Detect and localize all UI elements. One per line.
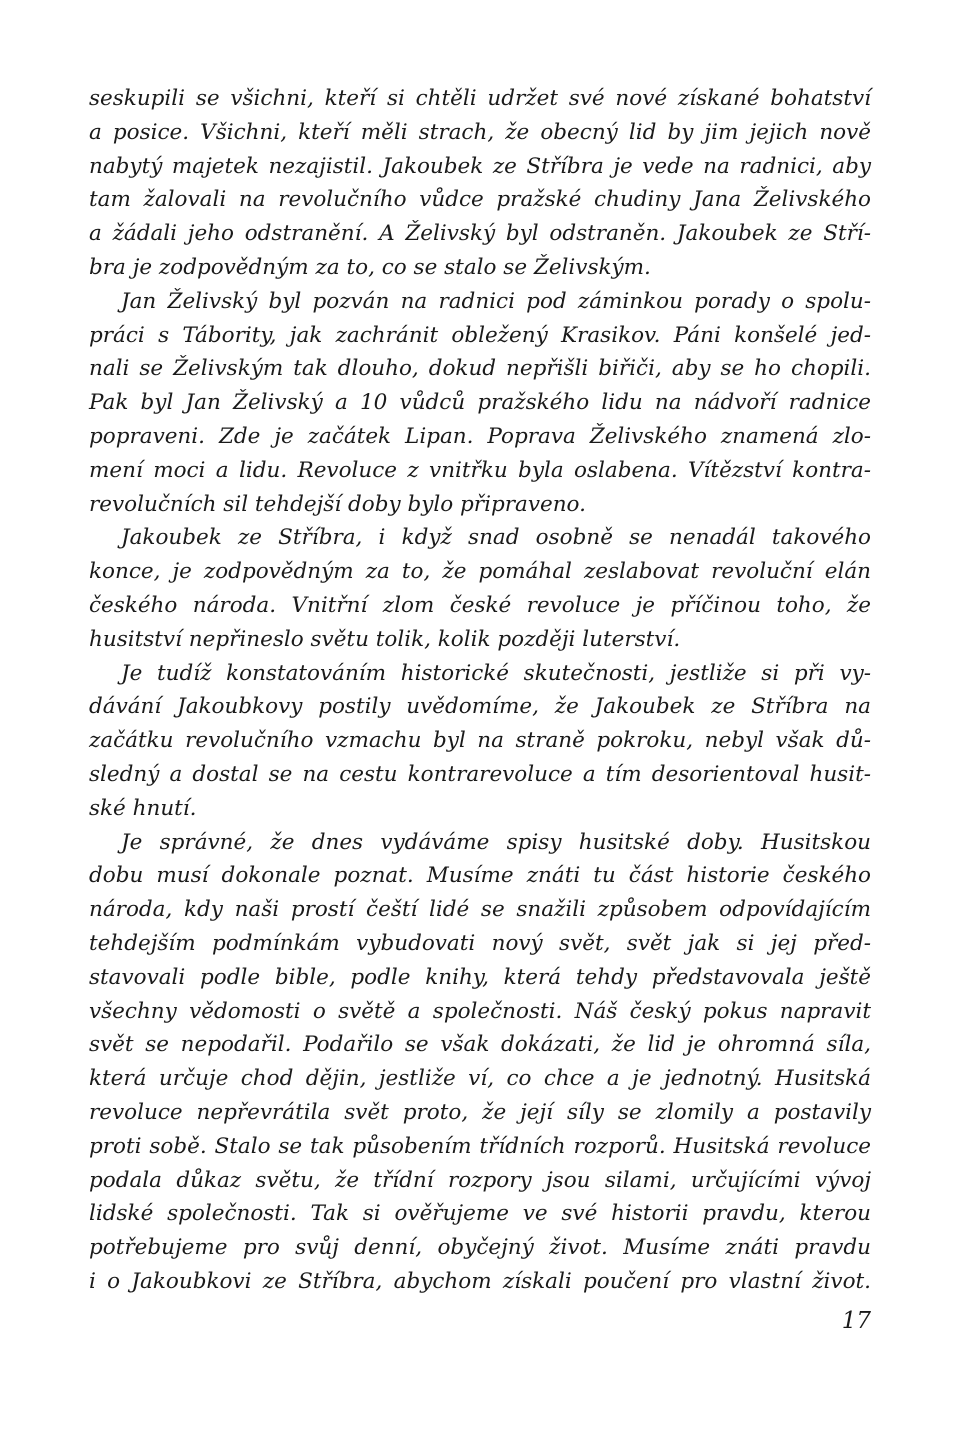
text-line: českého národa. Vnitřní zlom české revoluce je příčinou toho, že [89,592,871,618]
text-line: podala důkaz světu, že třídní rozpory jsou silami, určujícími vývoj [89,1167,871,1193]
text-line: sledný a dostal se na cestu kontrarevoluce a tím desorientoval husit- [89,761,871,787]
text-line: Je správné, že dnes vydáváme spisy husitské doby. Husitskou [121,829,871,855]
text-line: Je tudíž konstatováním historické skutečnosti, jestliže si při vy- [121,660,871,686]
text-line: popraveni. Zde je začátek Lipan. Poprava Želivského znamená zlo- [89,423,871,449]
text-line: revolučních sil tehdejší doby bylo připraveno. [89,491,586,517]
text-line: Jan Želivský byl pozván na radnici pod záminkou porady o spolu- [121,288,871,314]
text-line: revoluce nepřevrátila svět proto, že její síly se zlomily a postavily [89,1099,871,1125]
text-line: husitství nepřineslo světu tolik, kolik později luterství. [89,626,681,652]
text-line: konce, je zodpovědným za to, že pomáhal zeslabovat revoluční elán [89,559,871,585]
paragraph [89,826,871,1299]
text-line: národa, kdy naši prostí čeští lidé se snažili způsobem odpovídajícím [89,897,871,923]
text-line: Jakoubek ze Stříbra, i když snad osobně se nenadál takového [121,525,871,551]
text-line: nali se Želivským tak dlouho, dokud nepřišli biřiči, aby se ho chopili. [89,356,871,382]
paragraph [89,657,871,826]
text-line: i o Jakoubkovi ze Stříbra, abychom získali poučení pro vlastní život. [89,1268,871,1294]
text-line: dávání Jakoubkovy postily uvědomíme, že Jakoubek ze Stříbra na [89,694,871,720]
page-number: 17 [841,1308,871,1334]
text-line: lidské společnosti. Tak si ověřujeme ve své historii pravdu, kterou [89,1201,871,1227]
text-line: mení moci a lidu. Revoluce z vnitřku byla oslabena. Vítězství kontra- [89,457,871,483]
text-line: bra je zodpovědným za to, co se stalo se Želivským. [89,254,651,280]
text-line: práci s Tábority, jak zachránit obležený Krasikov. Páni konšelé jed- [89,322,871,348]
text-line: tam žalovali na revolučního vůdce pražské chudiny Jana Želivského [89,187,871,213]
text-line: nabytý majetek nezajistil. Jakoubek ze Stříbra je vede na radnici, aby [89,153,871,179]
text-line: a posice. Všichni, kteří měli strach, že obecný lid by jim jejich nově [89,119,871,145]
text-line: která určuje chod dějin, jestliže ví, co chce a je jednotný. Husitská [89,1066,871,1092]
text-line: stavovali podle bible, podle knihy, která tehdy představovala ještě [89,964,871,990]
text-line: všechny vědomosti o světě a společnosti. Náš český pokus napravit [89,998,871,1024]
paragraph [89,82,871,285]
text-line: potřebujeme pro svůj denní, obyčejný život. Musíme znáti pravdu [89,1235,871,1261]
text-line: seskupili se všichni, kteří si chtěli udržet své nové získané bohatství [89,86,871,111]
text-line: dobu musí dokonale poznat. Musíme znáti tu část historie českého [89,863,871,889]
text-line: Pak byl Jan Želivský a 10 vůdců pražského lidu na nádvoří radnice [89,390,871,416]
text-line: začátku revolučního vzmachu byl na straně pokroku, nebyl však dů- [89,728,871,754]
text-line: proti sobě. Stalo se tak působením třídních rozporů. Husitská revoluce [89,1133,871,1159]
body-text [89,82,871,1299]
paragraph [89,521,871,656]
paragraph [89,285,871,522]
text-line: svět se nepodařil. Podařilo se však dokázati, že lid je ohromná síla, [89,1032,871,1058]
text-line: tehdejším podmínkám vybudovati nový svět, svět jak si jej před- [89,930,871,956]
text-line: ské hnutí. [89,795,197,821]
text-line: a žádali jeho odstranění. A Želivský byl odstraněn. Jakoubek ze Stří- [89,221,871,247]
